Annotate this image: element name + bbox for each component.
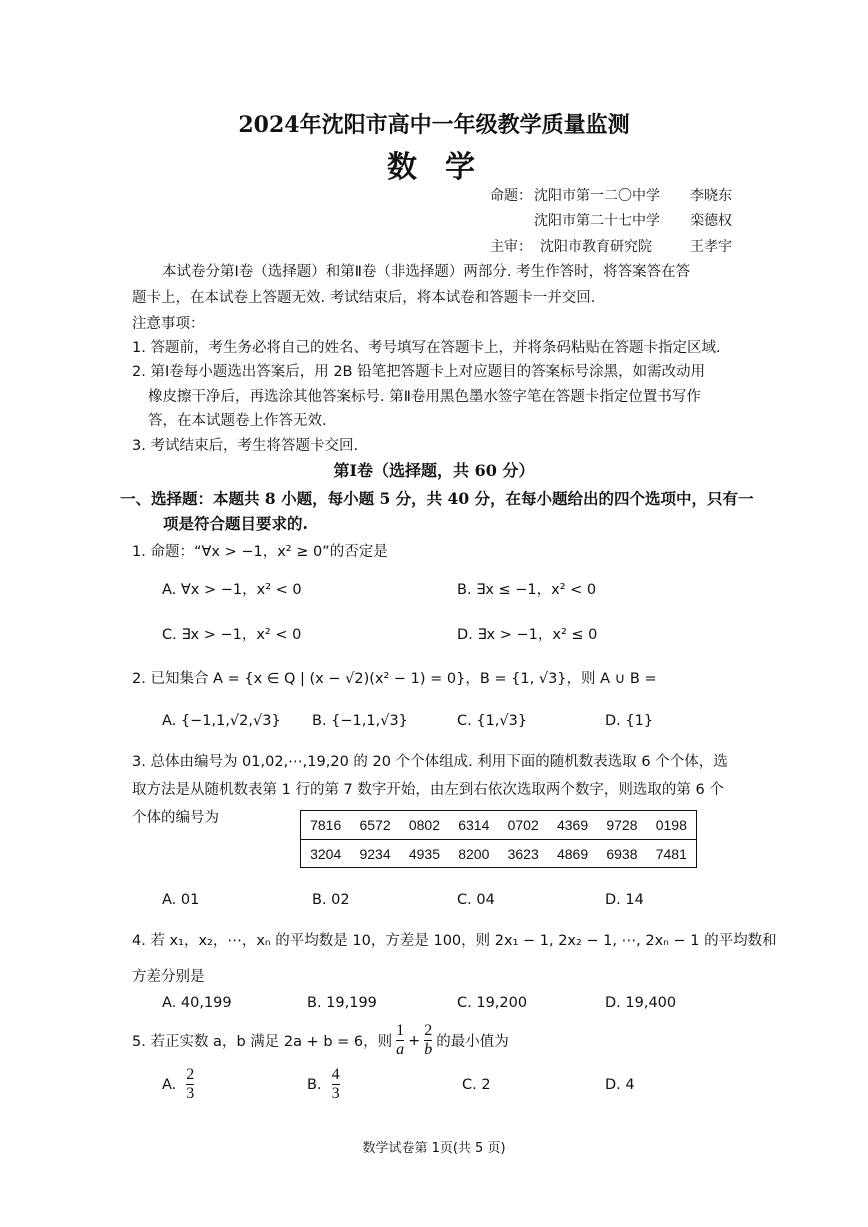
question-3-line: 取方法是从随机数表第 1 行的第 7 数字开始，由左到右依次选取两个数字，则选取的第 6 个 (132, 782, 724, 798)
table-cell: 3204 (310, 846, 342, 862)
table-cell: 4369 (556, 817, 589, 833)
q3-option-c: C. 04 (457, 892, 495, 908)
table-cell: 7816 (310, 817, 342, 833)
table-row (301, 817, 696, 833)
exam-title: 2024年沈阳市高中一年级教学质量监测 (238, 112, 630, 138)
q5-stem-prefix: 5. 若正实数 a，b 满足 2a + b = 6，则 (132, 1034, 393, 1050)
author-org: 沈阳市第一二〇中学 (534, 188, 660, 204)
q2-option-d: D. {1} (605, 713, 654, 729)
q5-option-b (307, 1066, 340, 1103)
table-cell: 6314 (458, 817, 490, 833)
table-cell: 0198 (655, 817, 687, 833)
table-cell: 9234 (359, 846, 391, 862)
q1-option-b: B. ∃x ≤ −1，x² < 0 (457, 582, 597, 598)
fraction-denominator: a (396, 1041, 405, 1058)
fraction-numerator: 2 (186, 1066, 195, 1083)
author-org: 沈阳市第二十七中学 (534, 213, 660, 229)
q2-option-a: A. {−1,1,√2,√3} (162, 713, 281, 729)
fraction-denominator: 3 (186, 1085, 195, 1102)
question-3-line: 3. 总体由编号为 01,02,⋯,19,20 的 20 个个体组成. 利用下面的随机数表选取 6 个个体，选 (132, 754, 728, 770)
reviewer-name: 王孝宇 (690, 239, 732, 255)
fraction (332, 1066, 340, 1103)
fraction-numerator: 1 (396, 1022, 405, 1039)
option-label: A. (162, 1076, 177, 1093)
q5-stem-suffix: 的最小值为 (436, 1034, 509, 1050)
table-cell: 6938 (606, 846, 638, 862)
reviewer-role: 主审： (490, 239, 532, 255)
table-cell: 4935 (408, 846, 441, 862)
q4-option-c: C. 19,200 (457, 995, 528, 1011)
fraction-numerator: 4 (331, 1066, 340, 1083)
question-2-stem: 2. 已知集合 A = {x ∈ Q | (x − √2)(x² − 1) = 0}，B = {1, √3}，则 A ∪ B = (132, 671, 657, 687)
table-cell: 0802 (408, 817, 441, 833)
fraction (396, 1022, 404, 1059)
fraction-numerator: 2 (424, 1022, 433, 1039)
table-cell: 7481 (655, 846, 687, 862)
plus-sign: + (408, 1032, 421, 1049)
table-cell: 4869 (556, 846, 589, 862)
q2-option-c: C. {1,√3} (457, 713, 528, 729)
author-name: 李晓东 (690, 188, 732, 204)
question-5-stem (132, 1022, 509, 1059)
section-instruction: 一、选择题：本题共 8 小题，每小题 5 分，共 40 分，在每小题给出的四个选项中，只有一 (120, 489, 754, 508)
table-cell: 9728 (606, 817, 638, 833)
q3-option-d: D. 14 (605, 892, 644, 908)
table-cell: 8200 (458, 846, 490, 862)
notice-title: 注意事项： (132, 316, 205, 332)
random-number-table (300, 810, 697, 868)
subject-title: 数学 (387, 150, 503, 185)
q1-option-a: A. ∀x > −1，x² < 0 (162, 582, 302, 598)
q2-option-b: B. {−1,1,√3} (312, 713, 408, 729)
part-heading: 第Ⅰ卷（选择题，共 60 分） (333, 461, 535, 480)
q1-option-c: C. ∃x > −1，x² < 0 (162, 627, 302, 643)
notice-item: 1. 答题前，考生务必将自己的姓名、考号填写在答题卡上，并将条码粘贴在答题卡指定区域. (132, 340, 721, 356)
reviewer-org: 沈阳市教育研究院 (540, 239, 652, 255)
question-4-line: 4. 若 x₁，x₂，⋯，xₙ 的平均数是 10，方差是 100，则 2x₁ − 1, 2x₂ − 1, ⋯, 2xₙ − 1 的平均数和 (132, 933, 777, 949)
fraction-denominator: 3 (331, 1085, 340, 1102)
notice-item: 橡皮擦干净后，再选涂其他答案标号. 第Ⅱ卷用黑色墨水签字笔在答题卡指定位置书写作 (148, 389, 701, 405)
notice-item: 答，在本试题卷上作答无效. (148, 413, 327, 429)
question-1-stem: 1. 命题：“∀x > −1，x² ≥ 0”的否定是 (132, 544, 388, 560)
table-row (301, 846, 696, 862)
q5-option-a (162, 1066, 194, 1103)
table-cell: 6572 (359, 817, 391, 833)
table-divider (301, 839, 696, 840)
table-cell: 0702 (507, 817, 539, 833)
notice-item: 2. 第Ⅰ卷每小题选出答案后，用 2B 铅笔把答题卡上对应题目的答案标号涂黑，如需改动用 (132, 364, 706, 380)
table-cell: 3623 (507, 846, 539, 862)
q5-option-c: C. 2 (462, 1077, 491, 1093)
q4-option-d: D. 19,400 (605, 995, 677, 1011)
fraction (424, 1022, 432, 1059)
author-role: 命题： (490, 188, 532, 204)
page-footer: 数学试卷第 1页(共 5 页) (362, 1141, 506, 1156)
fraction-denominator: b (424, 1041, 433, 1058)
notice-item: 3. 考试结束后，考生将答题卡交回. (132, 438, 359, 454)
q3-option-a: A. 01 (162, 892, 200, 908)
q3-option-b: B. 02 (312, 892, 350, 908)
fraction (186, 1066, 194, 1103)
question-4-line: 方差分别是 (132, 969, 205, 985)
q5-option-d: D. 4 (605, 1077, 635, 1093)
intro-line-1: 本试卷分第Ⅰ卷（选择题）和第Ⅱ卷（非选择题）两部分. 考生作答时，将答案答在答 (162, 264, 691, 280)
q4-option-a: A. 40,199 (162, 995, 232, 1011)
option-label: B. (307, 1076, 322, 1093)
intro-line-2: 题卡上，在本试卷上答题无效. 考试结束后，将本试卷和答题卡一并交回. (132, 290, 596, 306)
question-3-line: 个体的编号为 (132, 810, 219, 826)
q1-option-d: D. ∃x > −1，x² ≤ 0 (457, 627, 598, 643)
section-instruction: 项是符合题目要求的. (163, 514, 308, 533)
author-name: 栾德权 (690, 213, 732, 229)
q4-option-b: B. 19,199 (307, 995, 377, 1011)
